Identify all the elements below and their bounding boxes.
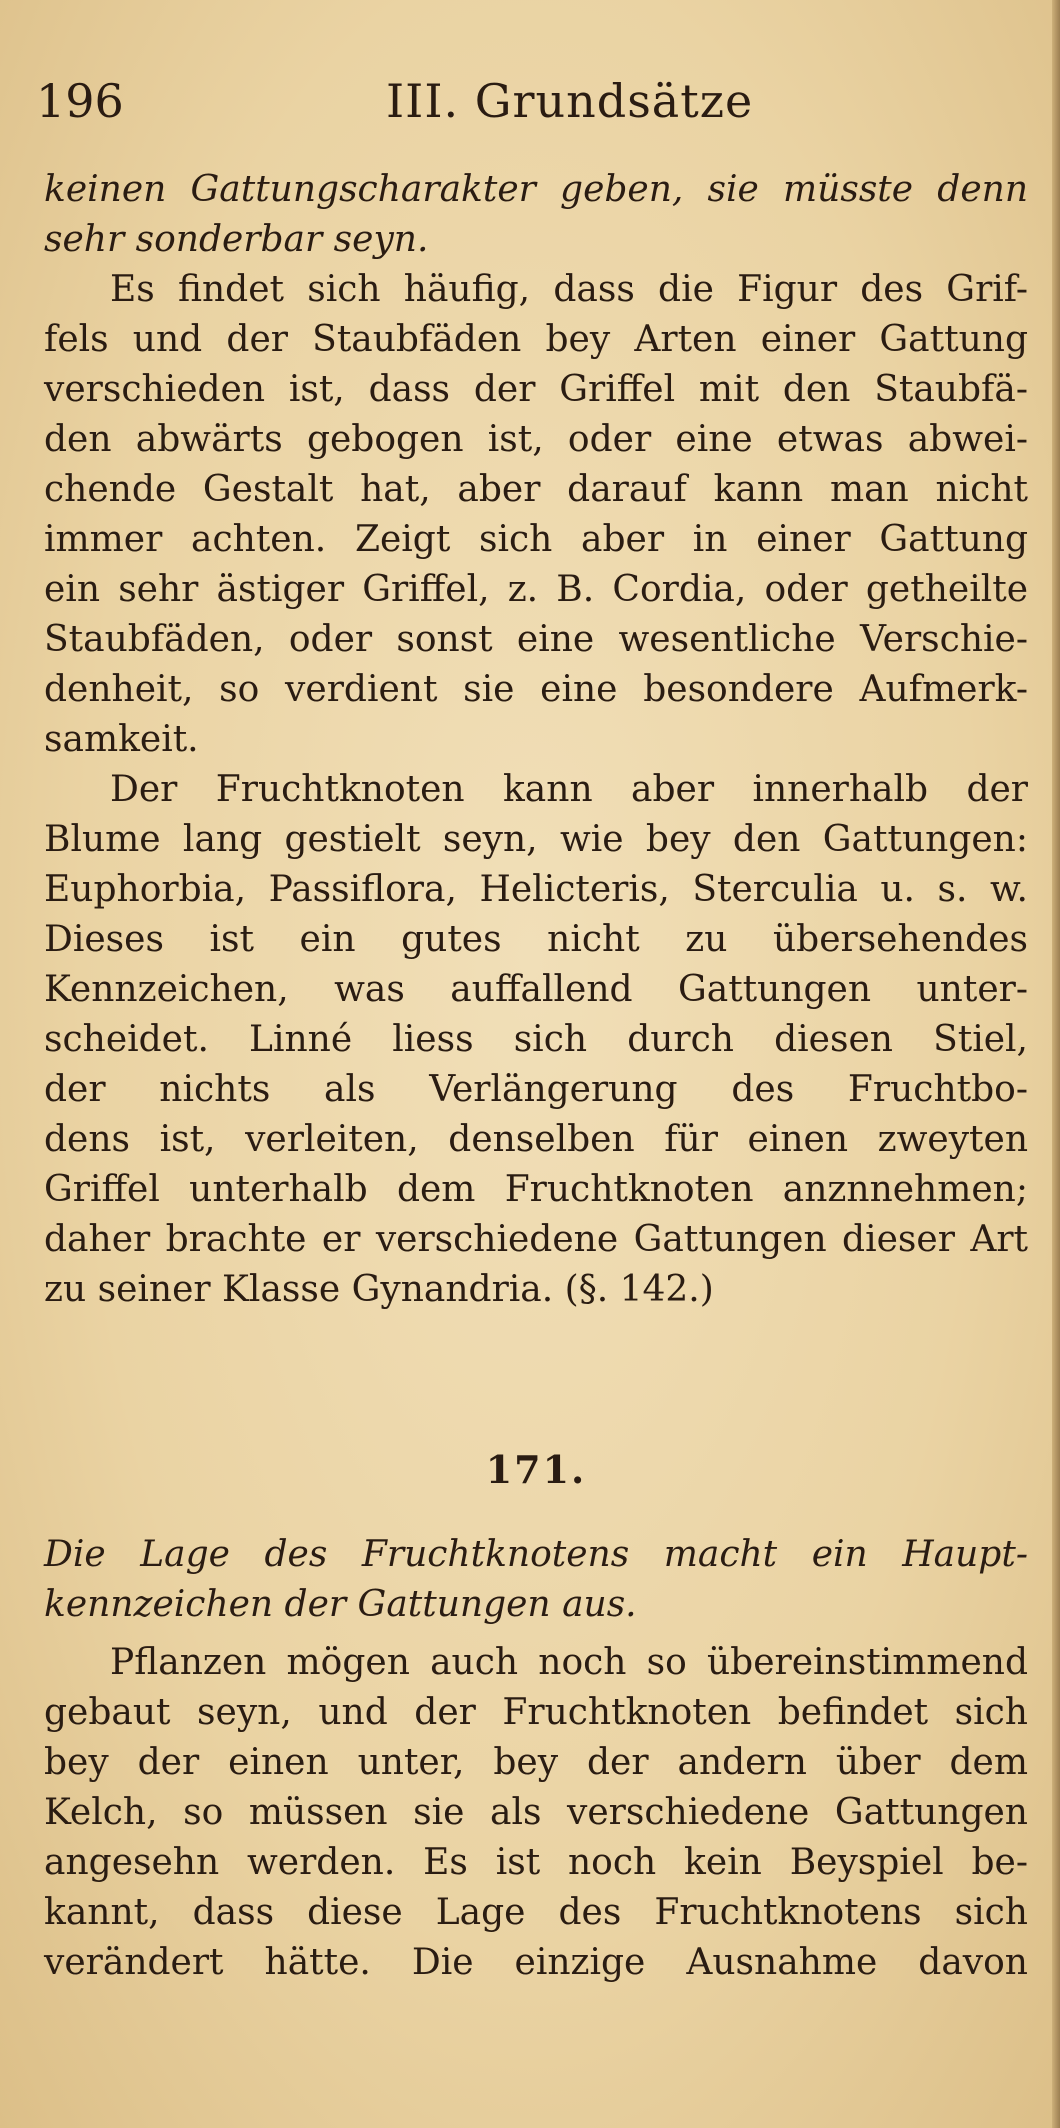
text-line: kannt, dass diese Lage des Fruchtknotens sich — [44, 1892, 1028, 1933]
text-line: ein sehr ästiger Griffel, z. B. Cordia, oder getheilte — [44, 569, 1028, 610]
text-line: den abwärts gebogen ist, oder eine etwas abwei- — [44, 419, 1028, 460]
section-title-line: Die Lage des Fruchtknotens macht ein Haupt- — [44, 1534, 1028, 1575]
text-line: Kelch, so müssen sie als verschiedene Gattungen — [44, 1792, 1028, 1833]
section-number: 171. — [485, 1447, 587, 1492]
page-number: 196 — [36, 74, 124, 128]
page-edge — [1052, 0, 1060, 2128]
text-line: Kennzeichen, was auffallend Gattungen unter- — [44, 969, 1028, 1010]
text-line: denheit, so verdient sie eine besondere Aufmerk- — [44, 669, 1028, 710]
text-line: daher brachte er verschiedene Gattungen dieser Art — [44, 1219, 1028, 1260]
text-line: keinen Gattungscharakter geben, sie müsste denn — [44, 169, 1028, 210]
text-line: Es findet sich häufig, dass die Figur des Grif- — [110, 269, 1028, 310]
text-line: Griffel unterhalb dem Fruchtknoten anznnehmen; — [44, 1169, 1028, 1210]
page-header — [36, 66, 1026, 136]
text-line: Dieses ist ein gutes nicht zu übersehendes — [44, 919, 1028, 960]
section-title-line: kennzeichen der Gattungen aus. — [44, 1584, 637, 1625]
text-line: immer achten. Zeigt sich aber in einer Gattung — [44, 519, 1028, 560]
body-text — [44, 165, 1028, 1315]
text-line: chende Gestalt hat, aber darauf kann man nicht — [44, 469, 1028, 510]
text-line: der nichts als Verlängerung des Fruchtbo- — [44, 1069, 1028, 1110]
text-line: gebaut seyn, und der Fruchtknoten befindet sich — [44, 1692, 1028, 1733]
text-line: Der Fruchtknoten kann aber innerhalb der — [110, 769, 1028, 810]
text-line: Pflanzen mögen auch noch so übereinstimmend — [110, 1642, 1028, 1683]
text-line: verschieden ist, dass der Griffel mit den Staubfä- — [44, 369, 1028, 410]
running-head: III. Grundsätze — [386, 74, 754, 128]
body-text-section — [44, 1638, 1028, 1988]
text-line: Staubfäden, oder sonst eine wesentliche Verschie- — [44, 619, 1028, 660]
text-line: Euphorbia, Passiflora, Helicteris, Sterculia u. s. w. — [44, 869, 1028, 910]
text-line: samkeit. — [44, 719, 199, 760]
text-line: angesehn werden. Es ist noch kein Beyspiel be- — [44, 1842, 1028, 1883]
text-line: sehr sonderbar seyn. — [44, 219, 429, 260]
text-line: Blume lang gestielt seyn, wie bey den Gattungen: — [44, 819, 1028, 860]
text-line: zu seiner Klasse Gynandria. (§. 142.) — [44, 1269, 714, 1310]
text-line: bey der einen unter, bey der andern über dem — [44, 1742, 1028, 1783]
section-title — [44, 1530, 1028, 1630]
text-line: verändert hätte. Die einzige Ausnahme davon — [44, 1942, 1028, 1983]
text-line: dens ist, verleiten, denselben für einen zweyten — [44, 1119, 1028, 1160]
text-line: fels und der Staubfäden bey Arten einer Gattung — [44, 319, 1028, 360]
text-line: scheidet. Linné liess sich durch diesen Stiel, — [44, 1019, 1028, 1060]
